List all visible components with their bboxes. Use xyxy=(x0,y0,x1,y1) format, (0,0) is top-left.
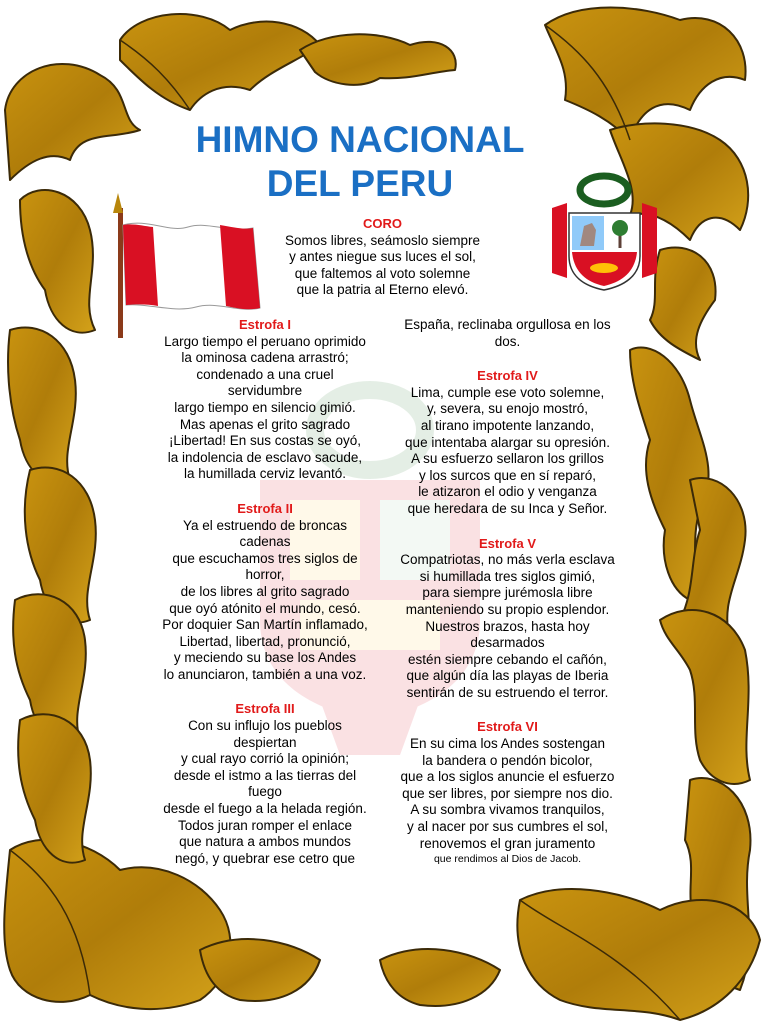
page-title xyxy=(160,118,560,206)
coro-line: y antes niegue sus luces el sol, xyxy=(289,249,476,265)
stanza-heading: Estrofa IV xyxy=(477,368,538,384)
verse-line: renovemos el gran juramento xyxy=(419,835,596,851)
verse-line: Largo tiempo el peruano oprimido xyxy=(164,333,366,349)
verse-line: de los libres al grito sagrado xyxy=(180,583,350,599)
verse-line: A su esfuerzo sellaron los grillos xyxy=(411,451,604,467)
verse-line: que natura a ambos mundos xyxy=(179,834,351,850)
coro-line: Somos libres, seámoslo siempre xyxy=(284,232,481,248)
verse-line: que heredara de su Inca y Señor. xyxy=(407,500,608,516)
verse-line-small: que rendimos al Dios de Jacob. xyxy=(433,853,582,866)
coro-line: que faltemos al voto solemne xyxy=(294,265,471,281)
verse-line: horror, xyxy=(245,567,285,583)
verse-line: y meciendo su base los Andes xyxy=(173,650,357,666)
verse-line: que escuchamos tres siglos de xyxy=(172,550,358,566)
verse-line: Libertad, libertad, pronunció, xyxy=(179,633,351,649)
verse-line: al tirano impotente lanzando, xyxy=(420,417,595,433)
verse-line: y los surcos que en sí reparó, xyxy=(418,467,597,483)
coro-heading: CORO xyxy=(363,216,402,231)
verse-line: manteniendo su propio esplendor. xyxy=(405,601,610,617)
stanza-heading: Estrofa I xyxy=(238,317,291,332)
verse-line: dos. xyxy=(494,333,521,349)
verse-line: lo anunciaron, también a una voz. xyxy=(163,666,367,682)
stanza-heading: Estrofa III xyxy=(235,701,295,717)
verse-line: Nuestros brazos, hasta hoy xyxy=(425,618,590,634)
title-line-2: DEL PERU xyxy=(266,163,454,204)
peru-coat-of-arms-icon xyxy=(542,168,667,298)
verse-line: desde el istmo a las tierras del xyxy=(173,767,357,783)
verse-line: le atizaron el odio y venganza xyxy=(418,484,597,500)
verse-line: En su cima los Andes sostengan xyxy=(409,736,606,752)
verse-line: Con su influjo los pueblos xyxy=(188,718,342,734)
verse-line: desarmados xyxy=(470,635,545,651)
verse-line: Todos juran romper el enlace xyxy=(177,817,353,833)
verse-line: estén siempre cebando el cañón, xyxy=(408,651,607,667)
verse-line: cadenas xyxy=(239,534,291,550)
verse-line: la bandera o pendón bicolor, xyxy=(422,752,593,768)
verse-line: y, severa, su enojo mostró, xyxy=(426,401,589,417)
verse-line: y cual rayo corrió la opinión; xyxy=(180,751,350,767)
verse-line: desde el fuego a la helada región. xyxy=(163,801,367,817)
verse-line: que ser libres, por siempre nos dio. xyxy=(402,785,613,801)
verse-line: A su sombra vivamos tranquilos, xyxy=(410,802,605,818)
verse-line: ¡Libertad! En sus costas se oyó, xyxy=(168,433,362,449)
coro-section xyxy=(270,216,495,299)
stanza-heading: Estrofa V xyxy=(478,535,537,551)
stanza-heading: Estrofa II xyxy=(237,500,293,516)
left-column xyxy=(145,317,385,867)
verse-line: Por doquier San Martín inflamado, xyxy=(162,617,368,633)
verse-line: la ominosa cadena arrastró; xyxy=(181,350,349,366)
verse-line: que oyó atónito el mundo, cesó. xyxy=(169,600,361,616)
right-column xyxy=(385,317,630,866)
verse-line: que a los siglos anuncie el esfuerzo xyxy=(400,769,615,785)
verse-line: la indolencia de esclavo sacude, xyxy=(167,449,363,465)
verse-line: despiertan xyxy=(233,734,297,750)
title-line-1: HIMNO NACIONAL xyxy=(195,119,525,160)
verse-line: Mas apenas el grito sagrado xyxy=(179,416,351,432)
verse-line: Lima, cumple ese voto solemne, xyxy=(410,384,605,400)
verse-line: que algún día las playas de Iberia xyxy=(406,668,609,684)
verse-line: España, reclinaba orgullosa en los xyxy=(404,317,611,332)
verse-line: condenado a una cruel xyxy=(196,366,334,382)
verse-line: y al nacer por sus cumbres el sol, xyxy=(406,819,609,835)
verse-line: que intentaba alargar su opresión. xyxy=(405,434,610,450)
verse-line: sentirán de su estruendo el terror. xyxy=(406,684,609,700)
verse-line: Compatriotas, no más verla esclava xyxy=(400,552,615,568)
verse-line: fuego xyxy=(248,784,282,800)
verse-line: si humillada tres siglos gimió, xyxy=(419,568,596,584)
verse-line: Ya el estruendo de broncas xyxy=(182,517,348,533)
stanza-heading: Estrofa VI xyxy=(477,719,538,735)
verse-line: la humillada cerviz levantó. xyxy=(183,466,347,482)
verse-line: largo tiempo en silencio gimió. xyxy=(174,399,356,415)
verse-line: servidumbre xyxy=(227,383,303,399)
verse-line: negó, y quebrar ese cetro que xyxy=(174,850,356,866)
verse-line: para siempre jurémosla libre xyxy=(422,585,593,601)
coro-line: que la patria al Eterno elevó. xyxy=(296,282,469,298)
